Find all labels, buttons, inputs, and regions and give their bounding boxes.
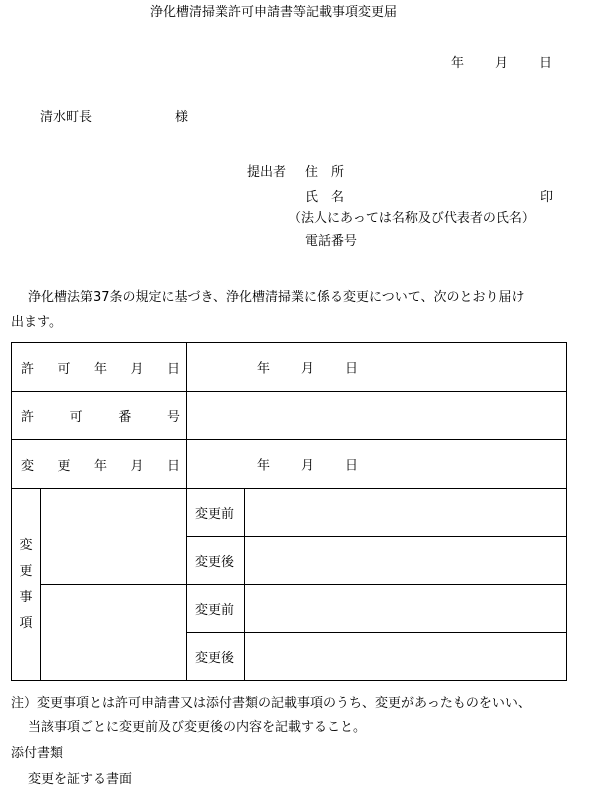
attachment-item: 変更を証する書面: [28, 772, 133, 787]
date-year-label: 年: [451, 56, 465, 71]
permit-date-row: [12, 343, 567, 392]
permit-number-label: 許 可 番 号: [12, 392, 187, 440]
attachments-label: 添付書類: [11, 746, 64, 761]
address-label: 住 所: [305, 165, 345, 180]
change-item-1-after-label: 変更後: [187, 537, 245, 585]
change-item-2-after-label: 変更後: [187, 633, 245, 681]
change-item-1-before-label: 変更前: [187, 489, 245, 537]
change-notification-table: [11, 342, 567, 681]
permit-number-row: [12, 392, 567, 440]
change-item-2-name[interactable]: [41, 585, 187, 681]
change-item-1-before-value[interactable]: [245, 489, 567, 537]
note-line-2: 当該事項ごとに変更前及び変更後の内容を記載すること。: [28, 720, 367, 735]
change-items-label: 変 更 事 項: [12, 489, 41, 681]
submitter-label: 提出者: [247, 165, 287, 180]
change-item-1-before-row: [12, 489, 567, 537]
change-date-row: [12, 440, 567, 489]
change-item-1-after-value[interactable]: [245, 537, 567, 585]
date-month-label: 月: [495, 56, 509, 71]
note-line-1: 注）変更事項とは許可申請書又は添付書類の記載事項のうち、変更があったものをいい、: [11, 696, 531, 711]
permit-date-value[interactable]: 年 月 日: [187, 343, 567, 392]
document-title: 浄化槽清掃業許可申請書等記載事項変更届: [150, 5, 398, 20]
change-item-2-after-value[interactable]: [245, 633, 567, 681]
change-date-value[interactable]: 年 月 日: [187, 440, 567, 489]
change-item-1-name[interactable]: [41, 489, 187, 585]
name-label: 氏 名: [305, 190, 345, 205]
seal-mark: 印: [540, 190, 554, 205]
date-day-label: 日: [539, 56, 553, 71]
addressee-honorific: 様: [175, 110, 189, 125]
addressee-name: 清水町長: [40, 110, 93, 125]
permit-number-value[interactable]: [187, 392, 567, 440]
corporate-note: （法人にあっては名称及び代表者の氏名）: [288, 211, 535, 226]
change-item-2-before-label: 変更前: [187, 585, 245, 633]
change-item-2-before-row: [12, 585, 567, 633]
change-item-2-before-value[interactable]: [245, 585, 567, 633]
body-text-line-1: 浄化槽法第37条の規定に基づき、浄化槽清掃業に係る変更について、次のとおり届け: [28, 290, 525, 305]
phone-label: 電話番号: [305, 234, 358, 249]
body-text-line-2: 出ます。: [11, 315, 62, 330]
change-date-label: 変 更 年 月 日: [12, 440, 187, 489]
permit-date-label: 許 可 年 月 日: [12, 343, 187, 392]
